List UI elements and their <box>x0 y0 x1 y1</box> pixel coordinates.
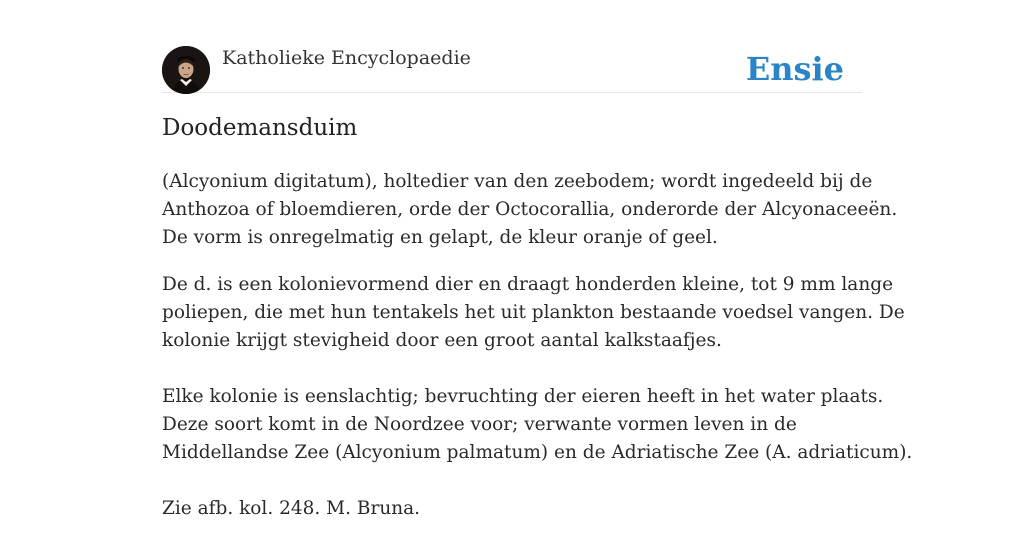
source-title[interactable]: Katholieke Encyclopaedie <box>222 47 471 69</box>
paragraph-line: De vorm is onregelmatig en gelapt, de kleur oranje of geel. <box>162 227 718 248</box>
paragraph-line: kolonie krijgt stevigheid door een groot aantal kalkstaafjes. <box>162 330 722 351</box>
paragraph-line: De d. is een kolonievormend dier en draagt honderden kleine, tot 9 mm lange <box>162 274 894 295</box>
paragraph-break <box>162 467 862 495</box>
article-paragraph <box>162 271 913 523</box>
paragraph-line: Zie afb. kol. 248. M. Bruna. <box>162 498 421 519</box>
page-header <box>162 46 862 93</box>
paragraph-line: Middellandse Zee (Alcyonium palmatum) en de Adriatische Zee (A. adriaticum). <box>162 442 913 463</box>
portrait-avatar-graphic <box>162 46 210 94</box>
paragraph-line: Deze soort komt in de Noordzee voor; verwante vormen leven in de <box>162 414 797 435</box>
brand-logo[interactable]: Ensie <box>745 50 844 88</box>
paragraph-line: Elke kolonie is eenslachtig; bevruchting der eieren heeft in het water plaats. <box>162 386 884 407</box>
paragraph-break <box>162 355 862 383</box>
paragraph-line: Anthozoa of bloemdieren, orde der Octocorallia, onderorde der Alcyonaceeën. <box>162 199 898 220</box>
portrait-avatar-icon[interactable] <box>162 46 210 94</box>
article-body <box>162 168 913 542</box>
article-paragraph <box>162 168 898 252</box>
paragraph-line: (Alcyonium digitatum), holtedier van den zeebodem; wordt ingedeeld bij de <box>162 171 873 192</box>
article-title: Doodemansduim <box>162 115 358 141</box>
paragraph-line: poliepen, die met hun tentakels het uit plankton bestaande voedsel vangen. De <box>162 302 905 323</box>
